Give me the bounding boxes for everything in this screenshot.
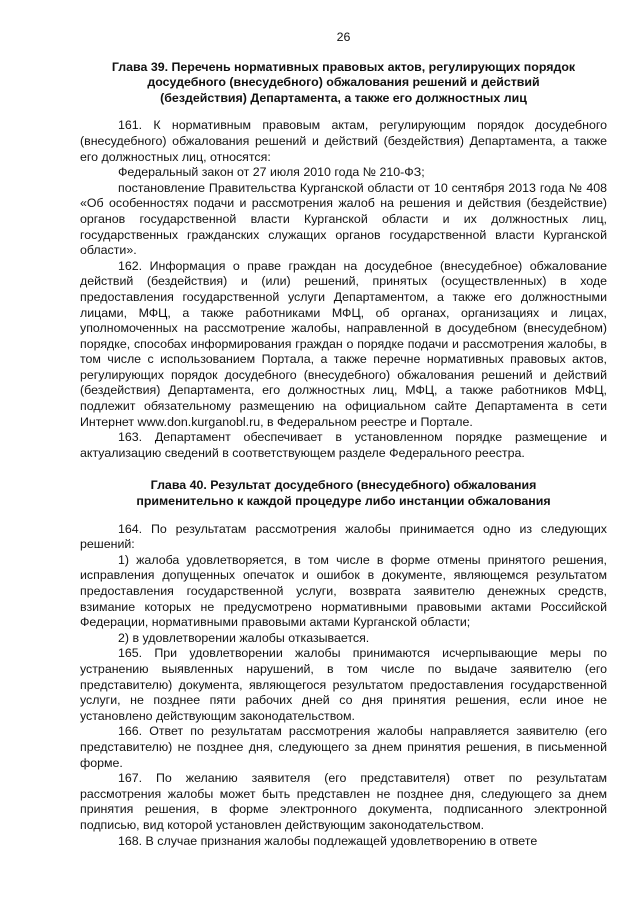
chapter-40-title-line: применительно к каждой процедуре либо инстанции обжалования	[136, 494, 551, 509]
paragraph-163: 163. Департамент обеспечивает в установленном порядке размещение и актуализацию сведений в соответствующем разделе Федерального реестра.	[80, 430, 607, 460]
paragraph-164-item-1: 1) жалоба удовлетворяется, в том числе в форме отмены принятого решения, исправления допущенных опечаток и ошибок в документе, являющемся результатом предоставления государственной услуги, возврата заявителю денежных средств, взимание которых не предусмотрено нормативными правовыми актами Российской Федерации, нормативными правовыми актами Курганской области;	[80, 552, 607, 630]
chapter-39-title-line: досудебного (внесудебного) обжалования решений и действий	[147, 75, 540, 90]
paragraph-168: 168. В случае признания жалобы подлежащей удовлетворению в ответе	[118, 833, 538, 848]
paragraph-161: 161. К нормативным правовым актам, регулирующим порядок досудебного (внесудебного) обжалования решений и действий (бездействия) Департамента, а также его должностных лиц, относятся:	[80, 118, 607, 164]
paragraph-resolution-408: постановление Правительства Курганской области от 10 сентября 2013 года № 408 «Об особенностях подачи и рассмотрения жалоб на решения и действия (бездействие) органов государственной власти Курганской области и их должностных лиц, государственных гражданских служащих органов государственной власти Курганской области».	[80, 180, 607, 258]
paragraph-164: 164. По результатам рассмотрения жалобы принимается одно из следующих решений:	[80, 521, 607, 552]
chapter-39-title-line: (бездействия) Департамента, а также его должностных лиц	[160, 90, 527, 105]
page-number: 26	[336, 30, 351, 44]
paragraph-165: 165. При удовлетворении жалобы принимаются исчерпывающие меры по устранению выявленных нарушений, в том числе по выдаче заявителю (его представителю) документа, являющегося результатом предоставления государственной услуги, не позднее пяти рабочих дней со дня принятия решения, если иное не установлено действующим законодательством.	[80, 646, 607, 723]
paragraph-162: 162. Информация о праве граждан на досудебное (внесудебное) обжалование действий (бездействия) и (или) решений, принятых (осуществленных) в ходе предоставления государственной услуги Департаментом, а также его должностными лицами, МФЦ, а также работниками МФЦ, об органах, организациях и лицах, уполномоченных на рассмотрение жалобы, направленной в досудебном (внесудебном) порядке, способах информирования граждан о порядке подачи и рассмотрения жалобы, в том числе с использованием Портала, а также перечне нормативных правовых актов, регулирующих порядок досудебного (внесудебного) обжалования решений и действий (бездействия) Департамента, его должностных лиц, МФЦ, а также работников МФЦ, подлежит обязательному размещению на официальном сайте Департамента в сети Интернет www.don.kurganobl.ru, в Федеральном реестре и Портале.	[80, 258, 607, 429]
chapter-39-title-line: Глава 39. Перечень нормативных правовых актов, регулирующих порядок	[111, 59, 576, 74]
chapter-39-body	[80, 118, 607, 461]
paragraph-166: 166. Ответ по результатам рассмотрения жалобы направляется заявителю (его представителю) не позднее дня, следующего за днем принятия решения, в письменной форме.	[80, 724, 607, 770]
chapter-40-title	[80, 478, 607, 509]
chapter-40-body	[80, 522, 607, 849]
paragraph-164-item-2: 2) в удовлетворении жалобы отказывается.	[118, 630, 370, 645]
paragraph-167: 167. По желанию заявителя (его представителя) ответ по результатам рассмотрения жалобы может быть представлен не позднее дня, следующего за днем принятия решения, в форме электронного документа, подписанного электронной подписью, вид которой установлен действующим законодательством.	[80, 771, 607, 832]
paragraph-federal-law: Федеральный закон от 27 июля 2010 года № 210-ФЗ;	[118, 165, 425, 180]
chapter-40-title-line: Глава 40. Результат досудебного (внесудебного) обжалования	[150, 478, 537, 493]
chapter-39-title	[80, 60, 607, 107]
